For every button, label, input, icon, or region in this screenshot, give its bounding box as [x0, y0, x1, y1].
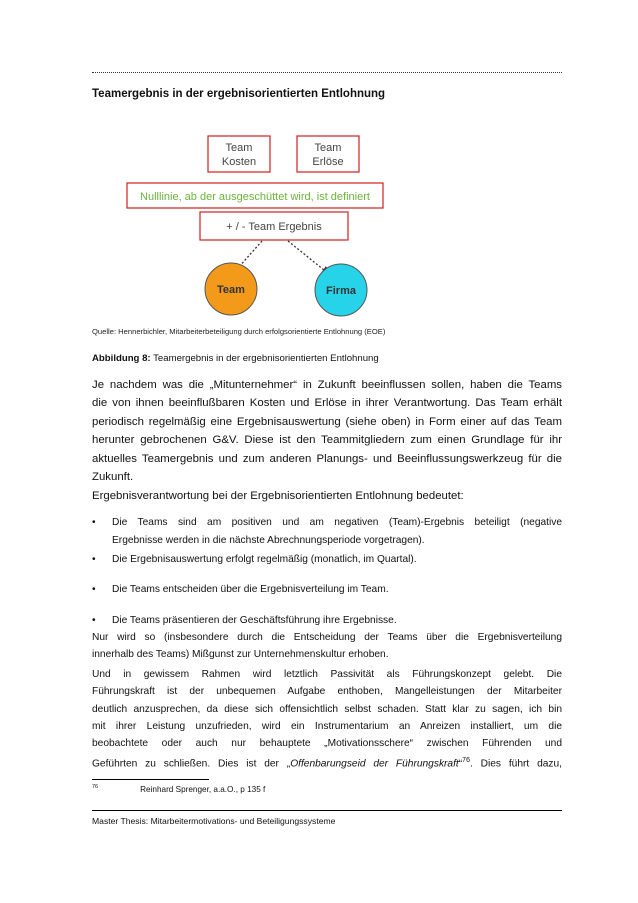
- paragraph-1-line: Zukunft.: [92, 471, 134, 484]
- list-item: [92, 554, 562, 584]
- paragraph-4-line: mit ihrer Leistung unzufrieden, wird ein Instrumentarium an Anreizen installiert, um die: [92, 720, 562, 732]
- list-item-text: Die Ergebnisauswertung erfolgt regelmäßig (monatlich, im Quartal).: [112, 554, 417, 565]
- list-item: [92, 584, 562, 615]
- list-item-text: Ergebnisse werden in die nächste Abrechnungsperiode vorgetragen).: [112, 534, 425, 546]
- figure-caption: [92, 353, 379, 364]
- box-team-costs-line1: Team: [225, 142, 253, 154]
- paragraph-4-line: deutlich anzusprechen, da diese sich offensichtlich selbst schaden. Statt klar zu sagen, ich bin: [92, 703, 562, 715]
- list-item-text: Die Teams sind am positiven und am negativen (Team)-Ergebnis beteiligt (negative: [112, 517, 562, 528]
- list-item-text: Die Teams entscheiden über die Ergebnisverteilung im Team.: [112, 584, 389, 595]
- paragraph-4: [92, 666, 562, 773]
- footnote: [92, 784, 265, 794]
- list-item-text: Die Teams präsentieren der Geschäftsführung ihre Ergebnisse.: [112, 615, 397, 626]
- bullet-symbol: •: [92, 584, 96, 595]
- paragraph-1: [92, 376, 562, 486]
- paragraph-1-line: periodisch regelmäßig eine Ergebnisauswertung (siehe oben) in Form einer auf das Team: [92, 415, 562, 428]
- paragraph-1-line: aktuelles Teamergebnis und zum anderen Planungs- und Beeinflussungswerkzeug für die: [92, 452, 562, 465]
- list-item: [92, 514, 562, 554]
- text-before-quote: Geführten zu schließen. Dies ist der „: [92, 758, 291, 770]
- text-after-quote: . Dies führt dazu,: [469, 758, 562, 770]
- header-dotted-rule: [92, 72, 562, 73]
- paragraph-1-line: Je nachdem was die „Mitunternehmer“ in Zukunft beeinflussen sollen, haben die Teams: [92, 379, 562, 391]
- paragraph-3-line: innerhalb des Teams) Mißgunst zur Unternehmenskultur erhoben.: [92, 649, 389, 660]
- box-team-costs-line2: Kosten: [221, 156, 257, 168]
- section-title: Teamergebnis in der ergebnisorientierten Entlohnung: [92, 88, 386, 100]
- result-text: + / - Team Ergebnis: [226, 221, 322, 233]
- paragraph-2: Ergebnisverantwortung bei der Ergebnisorientierten Entlohnung bedeutet:: [92, 490, 464, 502]
- paragraph-1-line: die von ihnen beeinflußbaren Kosten und Erlöse in ihrer Verantwortung. Das Team erhält: [92, 397, 562, 410]
- footnote-reference[interactable]: 76: [462, 757, 470, 765]
- paragraph-3: [92, 629, 562, 663]
- footnote-rule: [92, 779, 209, 780]
- paragraph-4-line: Führungskraft ist der unbequemen Aufgabe enthoben, Mangelleistungen der Mitarbeiter: [92, 686, 562, 698]
- box-team-revenue-line2: Erlöse: [312, 156, 344, 168]
- caption-text: Teamergebnis in der ergebnisorientierten Entlohnung: [150, 353, 379, 364]
- footnote-text: Reinhard Sprenger, a.a.O., p 135 f: [140, 784, 266, 794]
- team-result-diagram: [120, 132, 390, 317]
- circle-company-label: Firma: [326, 285, 356, 297]
- caption-label: Abbildung 8:: [92, 353, 151, 364]
- paragraph-4-line: Und in gewissem Rahmen wird letztlich Passivität als Führungskonzept gelebt. Die: [92, 669, 562, 680]
- bullet-symbol: •: [92, 615, 96, 626]
- figure-source: Quelle: Hennerbichler, Mitarbeiterbeteiligung durch erfolgsorientierte Entlohnung (EOE): [92, 327, 386, 336]
- arrow-to-company: [288, 241, 324, 270]
- closing-quote: “: [458, 758, 463, 770]
- paragraph-3-line: Nur wird so (insbesondere durch die Entscheidung der Teams über die Ergebnisverteilung: [92, 632, 562, 643]
- circle-team-label: Team: [217, 284, 245, 296]
- paragraph-4-last-line: [92, 752, 562, 773]
- page-footer: Master Thesis: Mitarbeitermotivations- und Beteiligungssysteme: [92, 816, 336, 826]
- box-team-revenue-line1: Team: [314, 142, 342, 154]
- paragraph-4-line: beobachtete oder auch nur behauptete „Motivationsschere“ zwischen Führenden und: [92, 738, 562, 750]
- footer-rule: [92, 810, 562, 811]
- paragraph-1-line: herunter gebrochenen G&V. Diese ist den Teammitgliedern zum einen Grundlage für ihr: [92, 434, 562, 447]
- arrow-to-team: [238, 241, 262, 268]
- bullet-list: [92, 514, 562, 645]
- footnote-number: 76: [92, 784, 99, 790]
- baseline-text: Nulllinie, ab der ausgeschüttet wird, ist definiert: [140, 191, 370, 203]
- bullet-symbol: •: [92, 554, 96, 565]
- quoted-phrase: Offenbarungseid der Führungskraft: [290, 758, 459, 770]
- bullet-symbol: •: [92, 517, 96, 528]
